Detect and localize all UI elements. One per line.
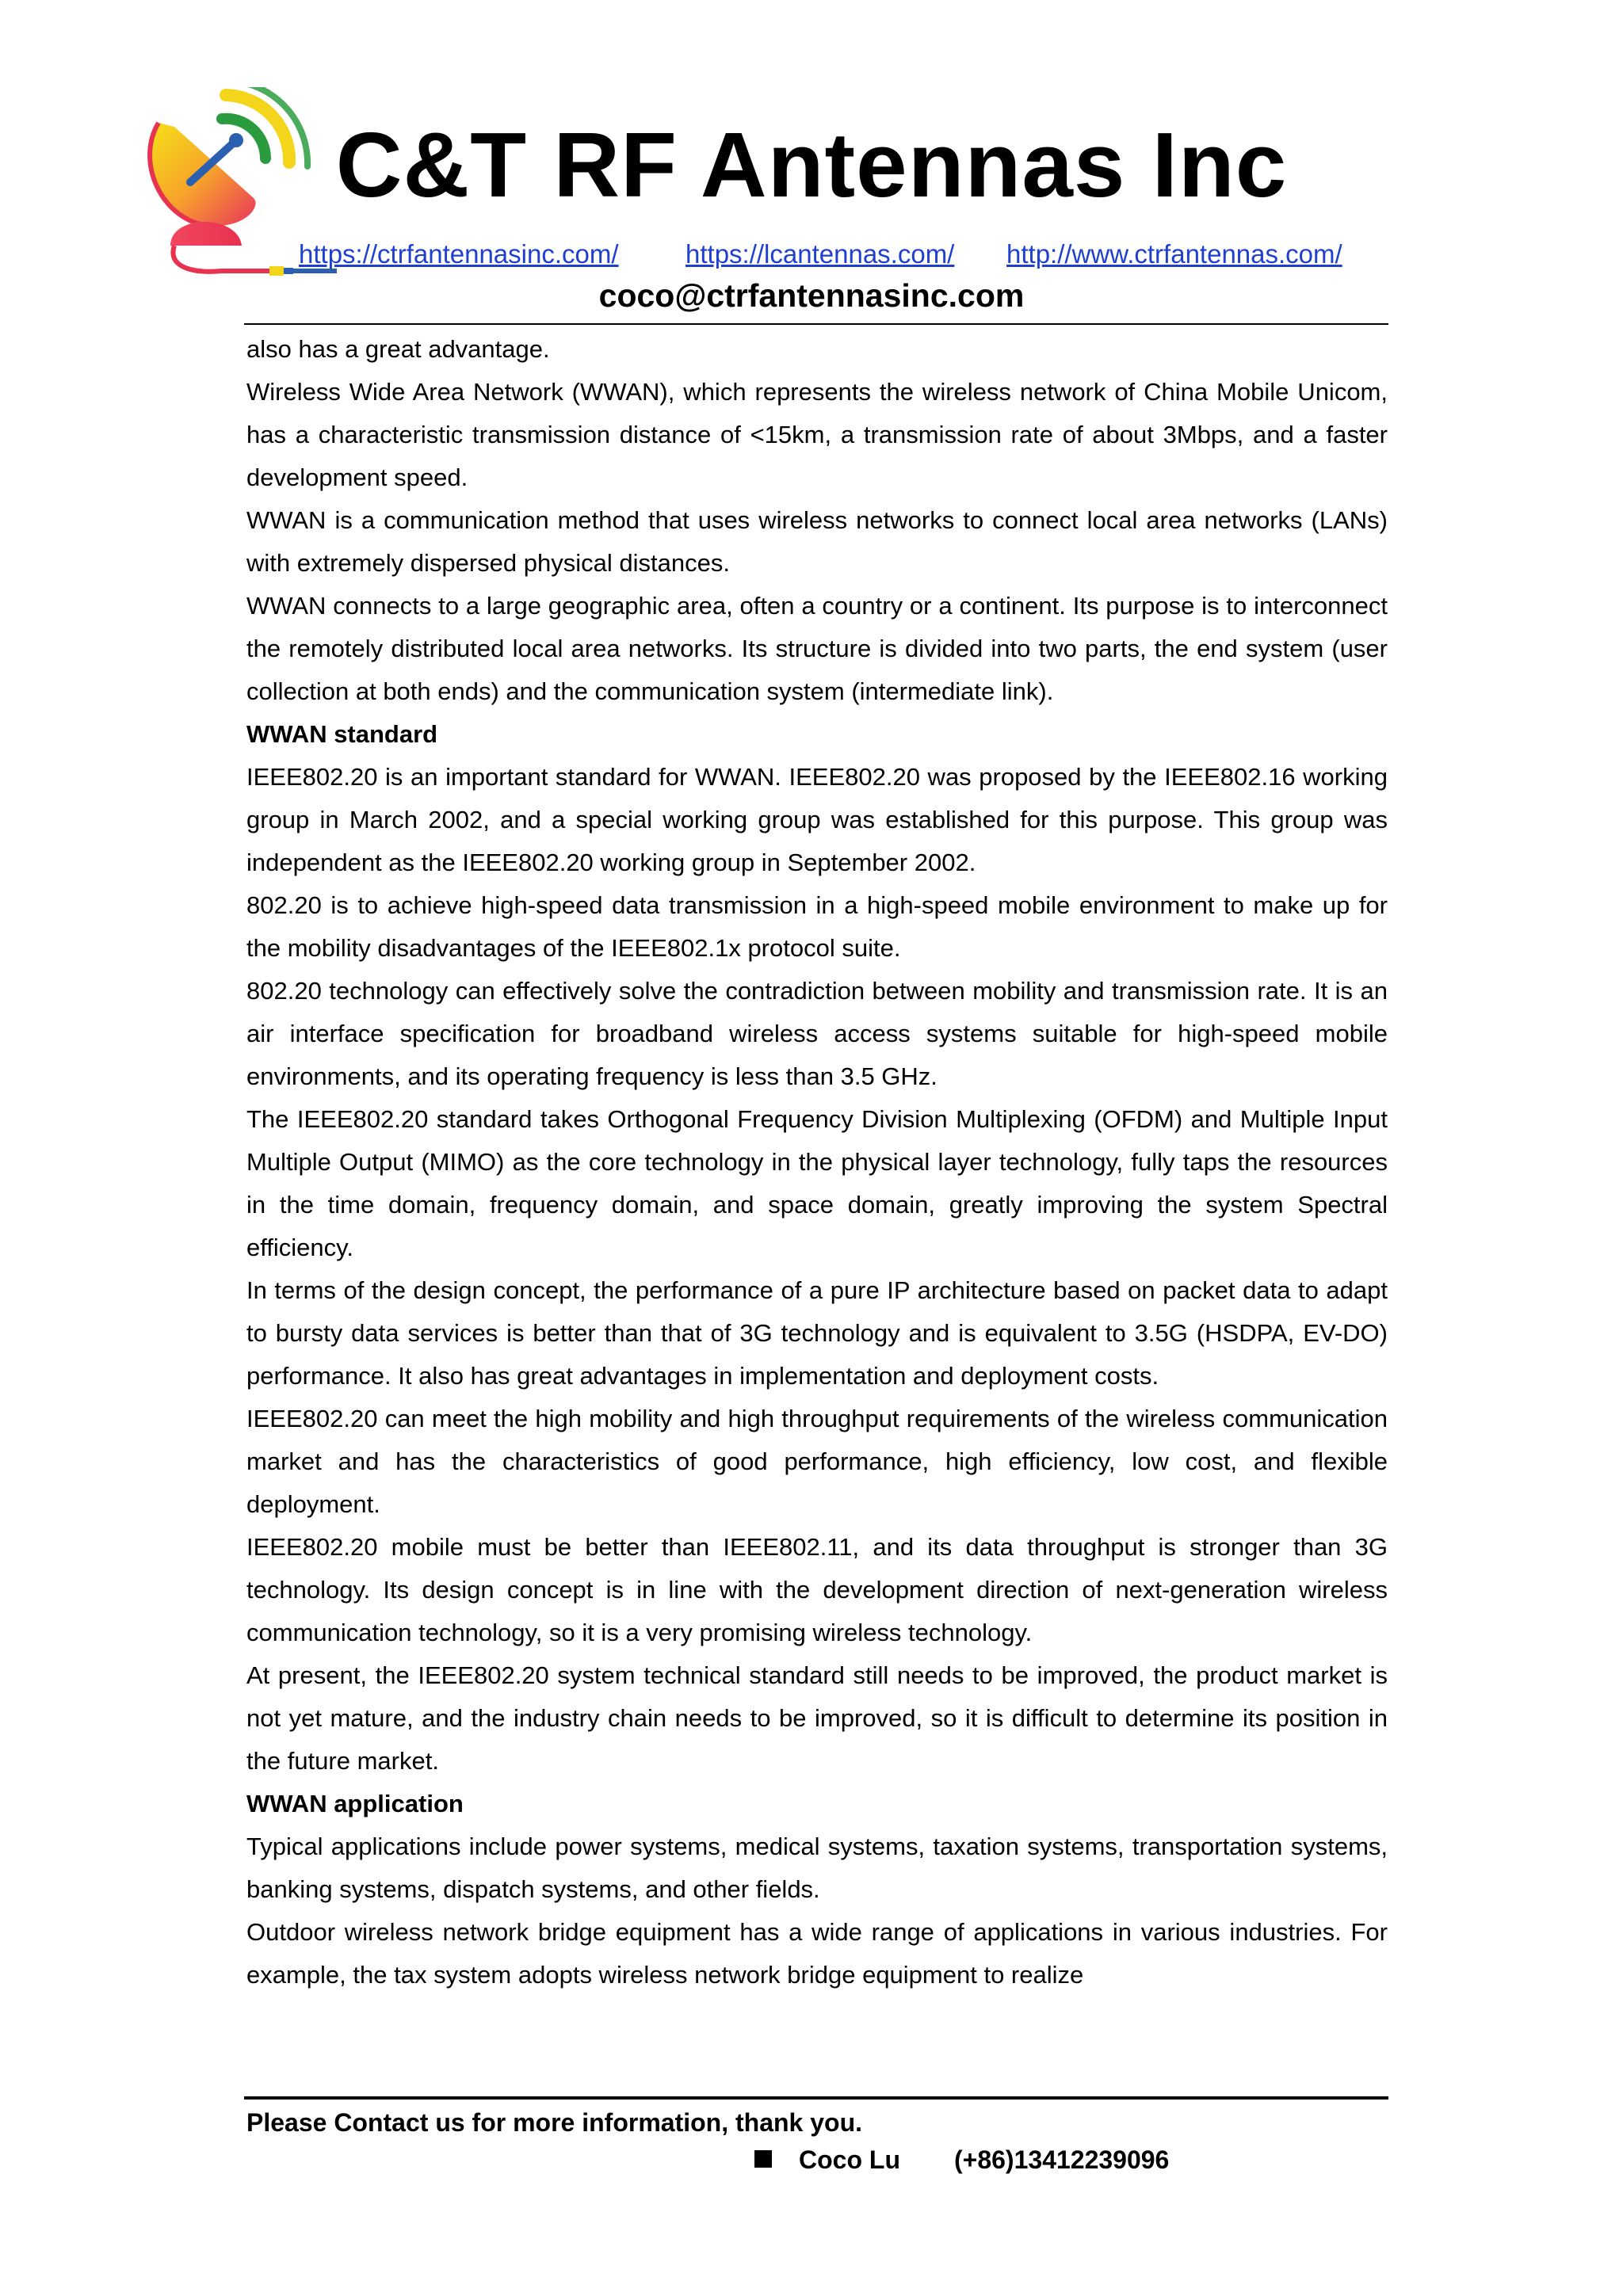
paragraph: WWAN is a communication method that uses wireless networks to connect local area networks (LANs) with extremely dispersed physical distances. bbox=[246, 506, 1388, 577]
square-bullet-icon bbox=[754, 2150, 772, 2168]
footer-contact-row bbox=[754, 2140, 1169, 2180]
paragraph: At present, the IEEE802.20 system technical standard still needs to be improved, the product market is not yet mature, and the industry chain needs to be improved, so it is difficult to determine its position in the future market. bbox=[246, 1661, 1388, 1775]
website-link-ctrfantennas[interactable]: http://www.ctrfantennas.com/ bbox=[1006, 239, 1342, 269]
paragraph: WWAN connects to a large geographic area, often a country or a continent. Its purpose is to interconnect the remotely distributed local area networks. Its structure is divided into two parts, the end system (user collection at both ends) and the communication system (intermediate link). bbox=[246, 592, 1388, 705]
paragraph: 802.20 technology can effectively solve the contradiction between mobility and transmission rate. It is an air interface specification for broadband wireless access systems suitable for high-speed mobile environments, and its operating frequency is less than 3.5 GHz. bbox=[246, 977, 1388, 1090]
paragraph: Wireless Wide Area Network (WWAN), which represents the wireless network of China Mobile Unicom, has a characteristic transmission distance of <15km, a transmission rate of about 3Mbps, and a faster development speed. bbox=[246, 378, 1388, 491]
header-links bbox=[299, 239, 1377, 274]
website-link-ctrfantennasinc[interactable]: https://ctrfantennasinc.com/ bbox=[299, 239, 619, 269]
paragraph: Outdoor wireless network bridge equipment has a wide range of applications in various industries. For example, the tax system adopts wireless network bridge equipment to realize bbox=[246, 1918, 1388, 1989]
company-title: C&T RF Antennas Inc bbox=[335, 113, 1288, 216]
paragraph: IEEE802.20 mobile must be better than IEEE802.11, and its data throughput is stronger than 3G technology. Its design concept is in line with the development direction of next-generation wireless communication technology, so it is a very promising wireless technology. bbox=[246, 1533, 1388, 1646]
contact-phone: (+86)13412239096 bbox=[953, 2145, 1170, 2174]
paragraph: In terms of the design concept, the performance of a pure IP architecture based on packet data to adapt to bursty data services is better than that of 3G technology and is equivalent to 3.5G (HSDPA, EV-DO) performance. It also has great advantages in implementation and deployment costs. bbox=[246, 1276, 1388, 1390]
website-link-lcantennas[interactable]: https://lcantennas.com/ bbox=[685, 239, 955, 269]
paragraph: also has a great advantage. bbox=[246, 335, 550, 363]
contact-email: coco@ctrfantennasinc.com bbox=[598, 277, 1025, 314]
paragraph: 802.20 is to achieve high-speed data transmission in a high-speed mobile environment to make up for the mobility disadvantages of the IEEE802.1x protocol suite. bbox=[246, 891, 1388, 962]
paragraph: Typical applications include power systems, medical systems, taxation systems, transportation systems, banking systems, dispatch systems, and other fields. bbox=[246, 1833, 1388, 1903]
footer-contact-note: Please Contact us for more information, thank you. bbox=[246, 2108, 863, 2137]
header-divider bbox=[244, 323, 1388, 325]
section-heading-wwan-standard: WWAN standard bbox=[246, 720, 438, 748]
paragraph: IEEE802.20 is an important standard for WWAN. IEEE802.20 was proposed by the IEEE802.16 working group in March 2002, and a special working group was established for this purpose. This group was independent as the IEEE802.20 working group in September 2002. bbox=[246, 763, 1388, 876]
paragraph: The IEEE802.20 standard takes Orthogonal Frequency Division Multiplexing (OFDM) and Multiple Input Multiple Output (MIMO) as the core technology in the physical layer technology, fully taps the resources in the time domain, frequency domain, and space domain, greatly improving the system Spectral efficiency. bbox=[246, 1105, 1388, 1261]
document-body bbox=[246, 328, 1388, 1997]
footer-divider bbox=[244, 2096, 1388, 2100]
paragraph: IEEE802.20 can meet the high mobility and high throughput requirements of the wireless communication market and has the characteristics of good performance, high efficiency, low cost, and flexible deployment. bbox=[246, 1405, 1388, 1518]
section-heading-wwan-application: WWAN application bbox=[246, 1790, 464, 1817]
contact-name: Coco Lu bbox=[799, 2145, 900, 2174]
